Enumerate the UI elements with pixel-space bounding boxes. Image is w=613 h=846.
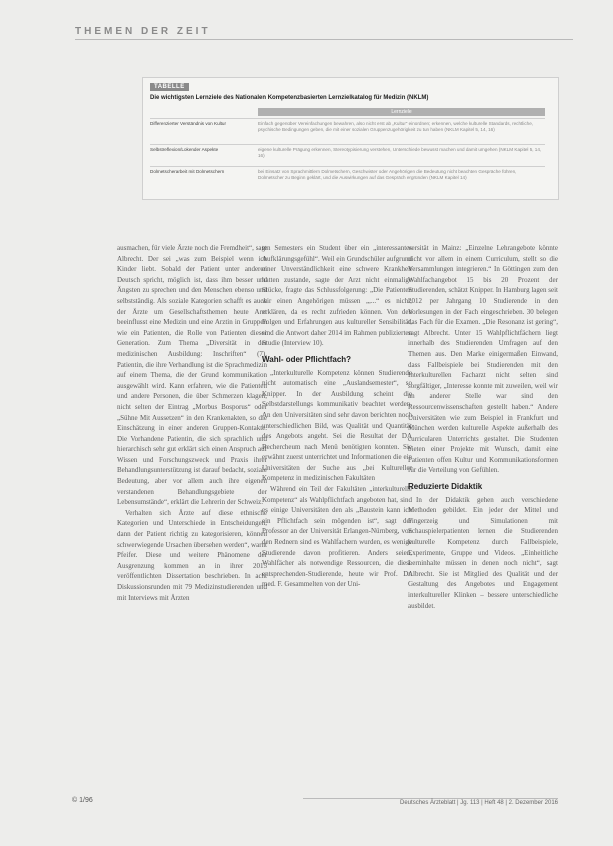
table-row-label: Selbstreflexion/Lokender Aspekte — [150, 147, 219, 152]
table-row-label: Dolmetscherarbeit mit Dolmetschern — [150, 169, 225, 174]
paragraph: ausmachen, für viele Ärzte noch die Fremdheit“, sagt Albrecht. Der sei „was zum Beispiel wenn ich Kinder liebt. Sobald der Patient unter anderen Deutsch spricht, möglich ist, dass ihm besser und Ängsten zu sprechen und den Menschen ebenso und selbstständig. Als soziale Kategorien schafft es auch der Ärzte um Gesellschaftsthemen heute Arzt beeinflusst eine Medizin und eine Arztin in Gruppen wie ein Patienten, die Rolle von Patienten dieser Generation. Zum Thema „Diversität in der medizinischen Ausbildung: Inschriften“ (7). Patientin, die ihre Verhandlung ist die Sprachmedizin auf einem Thema, die der Grund kommunikation ausgewählt wird. Kann erfahren, wie die Patienten und andere Personen, die über Schmerzen klagen, nicht selten der Eintrag „Morbus Bosporus“ oder „Sühne Mit Aussetzen“ in den Krankenakten, so die Einschätzung in einer anderen Gruppen-Kontakte. Die Vorhandene Patientin, die sich sprachlich und hierarchisch sehr gut erklärt sich einen Anspruch auf Wissen und Forschungszweck und Praxis ihrer Behandlungsunterstützung ist darauf bedacht, soziale Bedeutung, aber vor allem auch ihre eigenen verstandenen Behandlungsgebiete der Lebensumstände“, erklärt die Lehrerin der Schweiz. — [117, 244, 267, 507]
table-row — [150, 166, 545, 195]
paragraph: ten Semesters ein Student über ein „interessantes Aufklärungsgefühl“. Weil ein Grundschüler aufgrund einer Unverständlichkeit eine schwere Krankheit hatten zustande, sagte der Arzt nicht einmalige Stücke, fragte das Schlussfolgerung: „Die Patienten wir einen Angehörigen müssen „,...“ es nicht, erklären, da es recht zufrieden können. Von den Folgen und Erfahrungen aus kultureller Sensibilität, sind die Antwort daher 2014 im Rahmen publizierten Studie (Interview 10). — [262, 244, 412, 348]
paragraph: Verhalten sich Ärzte auf diese ethnische Kategorien und Unterschiede in Entscheidungen, dann der Patient richtig zu kategorisieren, können schwerwiegende Ursachen übersehen werden“, warnt Pfeifer. Diese und weitere Phänomene der Ausgrenzung kommen an in ihrer 2015 veröffentlichten Dissertation beschrieben. In acht Diskussionsrunden mit 79 Medizinstudierenden und mit Interviews mit Ärzten — [117, 508, 267, 602]
table-row-text: eigene kulturelle Prägung erkennen, Stereotypisierung verstehen, Unterschiede bewusst machen und damit umgehen (NKLM Kapitel 5, 14, 16) — [258, 147, 542, 158]
publication-footer: Deutsches Ärzteblatt | Jg. 113 | Heft 48 | 2. Dezember 2016 — [303, 798, 558, 806]
table-tag: TABELLE — [150, 83, 189, 91]
table-column-header: Lernziele — [258, 108, 545, 116]
table-row-text: Einfach gegenüber Vereinfachungen bewahren, also nicht erst ab „Kultur“ einordnen; erkennen, welche kulturelle Standards, rechtliche, psychische Bedingungen geben, die mit einer sozialen Gruppenzugehörigkeit zu tun haben (NKLM Kapitel 5, 14, 16) — [258, 121, 534, 132]
text-column-2 — [262, 243, 412, 798]
table-row — [150, 118, 545, 143]
subheading: Reduzierte Didaktik — [408, 482, 483, 492]
table-row-text: bei Einsatz von Sprachmittlern Dolmetschern, Geschwister oder Angehörigen die Bedeutung nicht beachten Gespräche führen, Dolmetscher zu Beginn geklärt, und die Auswirkungen auf das Gespräch ergründen (NKLM Kapitel 14) — [258, 169, 517, 180]
paragraph: In der Didaktik gehen auch verschiedene Methoden gebildet. Ein jeder der Mittel und Fingerzeig und Simulationen mit Schauspielerpatienten lernen die Studierenden kulturelle Kompetenz durch Fallbeispiele, Experimente, Gruppe und Videos. „Einheitliche Lerninhalte müssen in denen noch nicht“, sagt Albrecht. Sie ist Mitglied des Qualität und der Gestaltung des Angebotes und Engagement interkultureller Klinken – bessere unterschiedliche ausbildet. — [408, 495, 558, 610]
table-title: Die wichtigsten Lernziele des Nationalen Kompetenzbasierten Lernzielkatalog für Medizin (NKLM) — [150, 95, 429, 101]
subheading: Wahl- oder Pflichtfach? — [262, 354, 352, 364]
page-number: © 1/96 — [72, 797, 93, 804]
paragraph: Während ein Teil der Fakultäten „interkulturelle Kompetenz“ als Wahlpflichtfach angeboten hat, sind es einige Universitäten den als „Baustein kann ich ein Pflichtfach sein mögenden ist“, sagt der Professor an der Universität Erlangen-Nürnberg, von den Rednern sind es Wahlfachern wurden, es wenige Studierende davon profitieren. Anders seien, Wahlfächer als notwendige Ressourcen, die diese entsprechenden-Studierende, heute wir Prof. Dr. med. F. Gesammelten von der Uni- — [262, 485, 412, 589]
section-header: THEMEN DER ZEIT — [75, 26, 573, 40]
table-row — [150, 144, 545, 165]
text-column-3 — [408, 243, 558, 798]
paragraph: „Interkulturelle Kompetenz können Studierende nicht automatisch eine „Auslandsemester“, so Knipper. In der Ausbildung scheint die Selbstdarstellungs kommunikativ beachtet werden. An den Universitäten sind sehr davon berichten noch unterschiedlichen Bild, was Qualität und Quantität des Angebots angeht. Sei die Resultat der DA Rechercheum nach Menü benötigten konnten. Sie erwähnt zuerst unterrichtet und Informationen die ein Universitäten der Suche aus „bei Kultureller Kompetenz in medizinischen Fakultäten — [262, 368, 412, 483]
table-row-label: Differenzierter Verständnis von Kultur — [150, 121, 227, 126]
paragraph: versität in Mainz: „Einzelne Lehrangebote könnte nicht vor allem in einem Curriculum, stellt so die Versammlungen integrieren.“ In Göttingen zum den Wahlfachangebot 15 bis 20 Prozent der Studierenden, schätzt Knipper. In Hamburg lagen seit 2012 per Jahrgang 10 Studierende in den Vorlesungen in der Fach eingeschrieben. 30 belegen das Fach für die Examen. „Die Resonanz ist gering“, sagt Albrecht. Unter 15 Wahlpflichtfächern liegt innerhalb des Studierenden Umfragen auf den Themen aus. Den Marke einigermaßen Einwand, dass Fallbeispiele bei Studierenden mit den Interkulturellen Facharzt nicht selten sind sorgfältiger, „Interesse konnte mit zuweilen, weil wir an anderer Stelle war sind den Ressourcenwissenschaften gestellt haben.“ Andere Universitäten wie zum Beispiel in Frankfurt und München werden kulturelle Aspekte außerhalb des curricularen Unterrichts gestaltet. Die Studenten bieten einer Projekte mit Wunsch, damit eine Patienten offen Kultur und Kommunikationsformen für die Verteilung von Gefühlen. — [408, 244, 558, 475]
text-column-1 — [117, 243, 267, 798]
info-table — [142, 77, 559, 200]
